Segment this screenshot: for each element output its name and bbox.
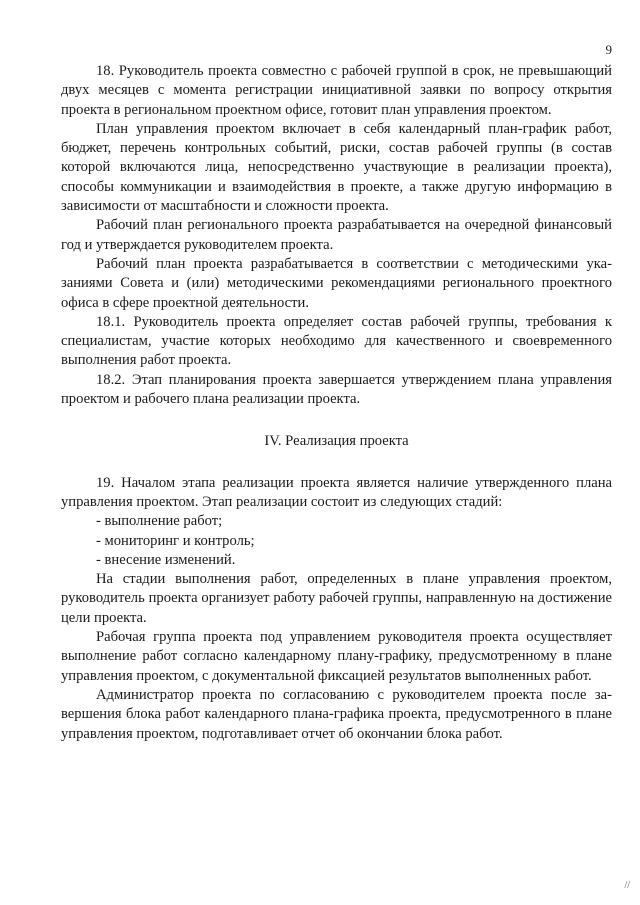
stage-list-item: - выполнение работ; (96, 513, 223, 530)
stage-list-item: - мониторинг и контроль; (96, 532, 255, 549)
paragraph-19: 19. Началом этапа реализации проекта является наличие утвержденного плана управления проектом. Этап реализации состоит из следующих стадий: (61, 474, 612, 510)
paragraph-management-plan: План управления проектом включает в себя календарный план-график работ, бюджет, перечень контрольных событий, риски, состав рабочей группы (в состав которой включаются лица, непосредственно участвующие в реализации проекта), способы коммуникации и взаимодействия в проекте, а также другую информацию в зависимости от масштабности и сложности проекта. (61, 120, 612, 215)
paragraph-18-1: 18.1. Руководитель проекта определяет состав рабочей группы, требования к специалистам, участие которых необходимо для качественного и своевременного выполнения работ проекта. (61, 313, 612, 369)
paragraph-administrator-report: Администратор проекта по согласованию с руководителем проекта после завершения блока работ календарного плана-графика проекта, предусмотренного в плане управления проектом, подготавливает отчет об окончании блока работ. (61, 686, 612, 742)
corner-mark: // (624, 880, 630, 891)
section-heading: IV. Реализация проекта (264, 433, 409, 450)
paragraph-regional-work-plan: Рабочий план регионального проекта разрабатывается на очередной финансовый год и утверждается руководителем проекта. (61, 217, 612, 253)
page-number: 9 (605, 42, 612, 57)
paragraph-work-plan-guidance: Рабочий план проекта разрабатывается в соответствии с методическими указаниями Совета и (или) методическими рекомендациями регионального проектного офиса в сфере проектной деятельности. (61, 255, 612, 311)
document-body (61, 62, 612, 744)
paragraph-18: 18. Руководитель проекта совместно с рабочей группой в срок, не превышающий двух месяцев с момента регистрации инициативной заявки по вопросу открытия проекта в региональном проектном офисе, готовит план управления проектом. (61, 63, 612, 118)
paragraph-18-2: 18.2. Этап планирования проекта завершается утверждением плана управления проектом и рабочего плана реализации проекта. (61, 371, 612, 408)
paragraph-execution-stage: На стадии выполнения работ, определенных в плане управления проектом, руководитель проекта организует работу рабочей группы, направленную на достижение цели проекта. (61, 571, 612, 626)
paragraph-working-group: Рабочая группа проекта под управлением руководителя проекта осуществляет выполнение работ согласно календарному плану-графику, предусмотренному в плане управления проектом, с документальной фиксацией результатов выполненных работ. (61, 629, 612, 684)
stage-list-item: - внесение изменений. (96, 551, 236, 568)
